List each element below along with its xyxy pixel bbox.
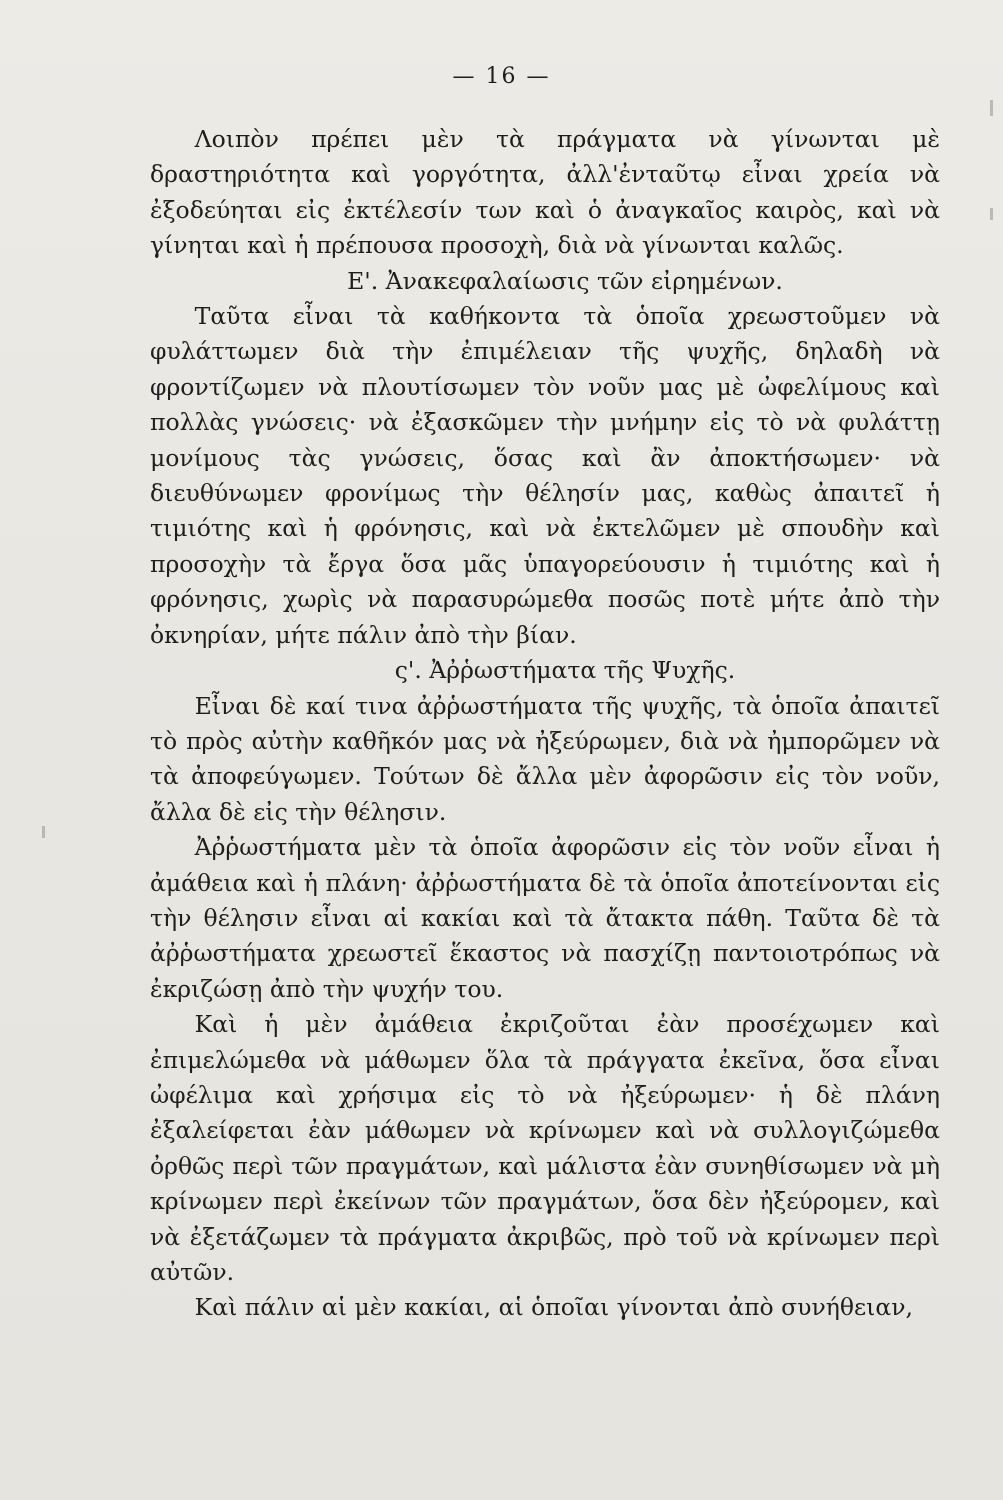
- section-heading: ς'. Ἀῤῥωστήματα τῆς Ψυχῆς.: [394, 656, 736, 685]
- paragraph: Εἶναι δὲ καί τινα ἀῤῥωστήματα τῆς ψυχῆς, τὰ ὁποῖα ἀπαιτεῖ τὸ πρὸς αὐτὴν καθῆκόν μας νὰ ἠξεύρωμεν, διὰ νὰ ἠμπορῶμεν νὰ τὰ ἀποφεύγωμεν. Τούτων δὲ ἄλλα μὲν ἀφορῶσιν εἰς τὸν νοῦν, ἄλλα δὲ εἰς τὴν θέλησιν.: [150, 691, 940, 826]
- paragraph: Λοιπὸν πρέπει μὲν τὰ πράγματα νὰ γίνωνται μὲ δραστηριότητα καὶ γοργότητα, ἀλλ'ἐνταῦτῳ εἶναι χρεία νὰ ἐξοδεύηται εἰς ἐκτέλεσίν των καὶ ὁ ἀναγκαῖος καιρὸς, καὶ νὰ γίνηται καὶ ἡ πρέπουσα προσοχὴ, διὰ νὰ γίνωνται καλῶς.: [150, 125, 940, 260]
- page-number: — 16 —: [452, 64, 551, 89]
- section-heading: Ε'. Ἀνακεφαλαίωσις τῶν εἰρημένων.: [347, 266, 783, 295]
- margin-speck: [990, 100, 993, 116]
- margin-speck: [990, 208, 993, 220]
- paragraph: Καὶ πάλιν αἱ μὲν κακίαι, αἱ ὁποῖαι γίνονται ἀπὸ συνήθειαν,: [194, 1293, 913, 1322]
- paragraph: Ταῦτα εἶναι τὰ καθήκοντα τὰ ὁποῖα χρεωστοῦμεν νὰ φυλάττωμεν διὰ τὴν ἐπιμέλειαν τῆς ψυχῆς, δηλαδὴ νὰ φροντίζωμεν νὰ πλουτίσωμεν τὸν νοῦν μας μὲ ὠφελίμους καὶ πολλὰς γνώσεις· νὰ ἐξασκῶμεν τὴν μνήμην εἰς τὸ νὰ φυλάττῃ μονίμους τὰς γνώσεις, ὅσας καὶ ἂν ἀποκτήσωμεν· νὰ διευθύνωμεν φρονίμως τὴν θέλησίν μας, καθὼς ἀπαιτεῖ ἡ τιμιότης καὶ ἡ φρόνησις, καὶ νὰ ἐκτελῶμεν μὲ σπουδὴν καὶ προσοχὴν τὰ ἔργα ὅσα μᾶς ὑπαγορεύουσιν ἡ τιμιότης καὶ ἡ φρόνησις, χωρὶς νὰ παρασυρώμεθα ποσῶς ποτὲ μήτε ἀπὸ τὴν ὀκνηρίαν, μήτε πάλιν ἀπὸ τὴν βίαν.: [150, 302, 940, 649]
- paragraph: Ἀῤῥωστήματα μὲν τὰ ὁποῖα ἀφορῶσιν εἰς τὸν νοῦν εἶναι ἡ ἀμάθεια καὶ ἡ πλάνη· ἀῤῥωστήματα δὲ τὰ ὁποῖα ἀποτείνονται εἰς τὴν θέλησιν εἶναι αἱ κακίαι καὶ τὰ ἄτακτα πάθη. Ταῦτα δὲ τὰ ἀῤῥωστήματα χρεωστεῖ ἕκαστος νὰ πασχίζῃ παντοιοτρόπως νὰ ἐκριζώσῃ ἀπὸ τὴν ψυχήν του.: [150, 833, 940, 1003]
- paragraph: Καὶ ἡ μὲν ἀμάθεια ἐκριζοῦται ἐὰν προσέχωμεν καὶ ἐπιμελώμεθα νὰ μάθωμεν ὅλα τὰ πράγγατα ἐκεῖνα, ὅσα εἶναι ὠφέλιμα καὶ χρήσιμα εἰς τὸ νὰ ἠξεύρωμεν· ἡ δὲ πλάνη ἐξαλείφεται ἐὰν μάθωμεν νὰ κρίνωμεν καὶ νὰ συλλογιζώμεθα ὀρθῶς περὶ τῶν πραγμάτων, καὶ μάλιστα ἐὰν συνηθίσωμεν νὰ μὴ κρίνωμεν περὶ ἐκείνων τῶν πραγμάτων, ὅσα δὲν ἠξεύρομεν, καὶ νὰ ἐξετάζωμεν τὰ πράγματα ἀκριβῶς, πρὸ τοῦ νὰ κρίνωμεν περὶ αὐτῶν.: [150, 1010, 940, 1286]
- margin-speck: [42, 826, 45, 838]
- page-text: [150, 122, 940, 1326]
